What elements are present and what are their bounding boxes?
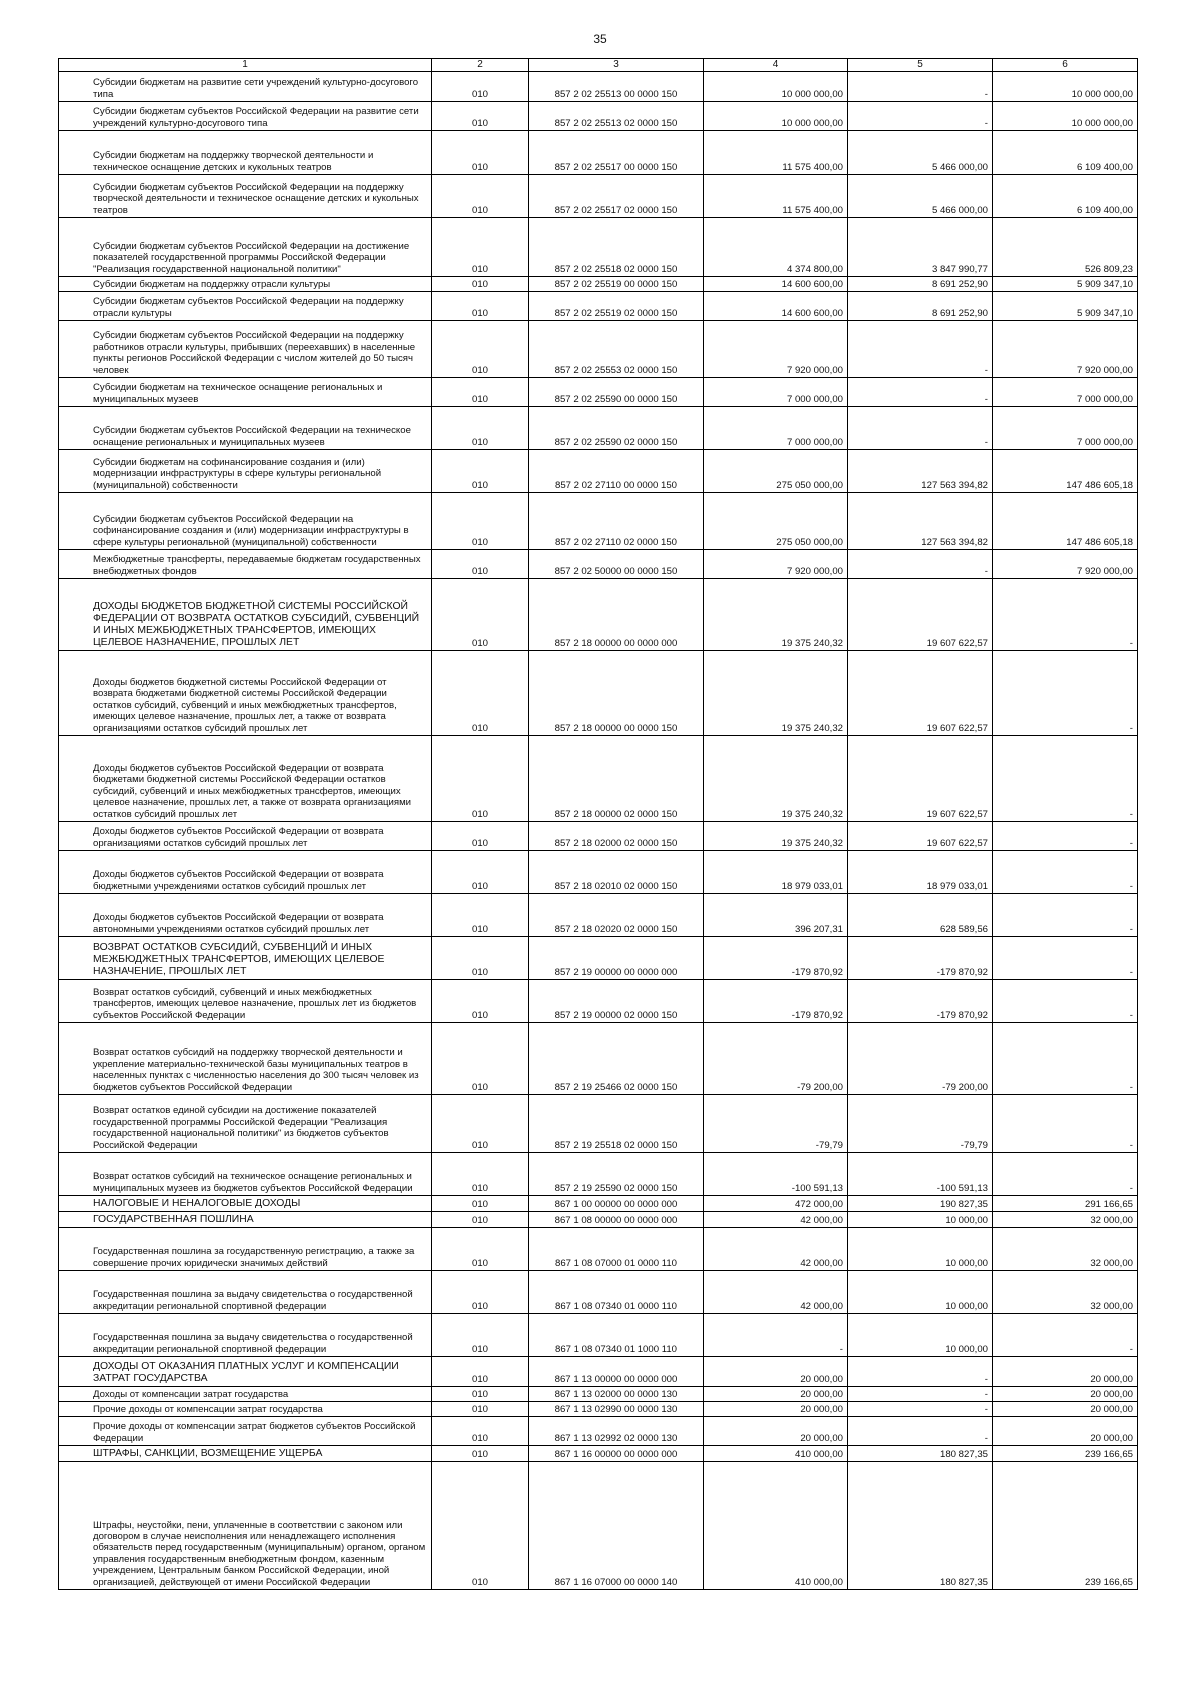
row-amount-col5-cell: 5 466 000,00 xyxy=(848,131,993,175)
row-code-cell: 010 xyxy=(432,1023,529,1095)
table-row xyxy=(59,131,1138,175)
row-amount-col4-cell: 42 000,00 xyxy=(704,1228,848,1271)
header-row xyxy=(59,59,1138,72)
row-name-cell: Прочие доходы от компенсации затрат бюджетов субъектов Российской Федерации xyxy=(59,1417,432,1446)
row-amount-col4-cell: 14 600 600,00 xyxy=(704,277,848,292)
row-amount-col5-cell: -79,79 xyxy=(848,1095,993,1153)
row-name-cell: Доходы бюджетов субъектов Российской Федерации от возврата автономными учреждениями остатков субсидий прошлых лет xyxy=(59,894,432,937)
row-amount-col5-cell: 10 000,00 xyxy=(848,1271,993,1314)
row-name-cell: Субсидии бюджетам на техническое оснащение региональных и муниципальных музеев xyxy=(59,378,432,407)
row-amount-col5-cell: -179 870,92 xyxy=(848,980,993,1023)
row-amount-col4-cell: -79 200,00 xyxy=(704,1023,848,1095)
table-row xyxy=(59,1212,1138,1228)
row-amount-col6-cell: 20 000,00 xyxy=(993,1417,1138,1446)
row-kbk-cell: 867 1 13 00000 00 0000 000 xyxy=(529,1357,704,1387)
row-name-cell: Штрафы, неустойки, пени, уплаченные в соответствии с законом или договором в случае неисполнения или ненадлежащего исполнения обязательств перед государственным (муниципальным) органом, органом управления государственным внебюджетным фондом, казенным учреждением, Центральным банком Российской Федерации, иной организацией, действующей от имени Российской Федерации xyxy=(59,1462,432,1590)
row-name-cell: Возврат остатков субсидий на поддержку творческой деятельности и укрепление материально-технической базы муниципальных театров в населенных пунктах с численностью населения до 300 тысяч человек из бюджетов субъектов Российской Федерации xyxy=(59,1023,432,1095)
table-row xyxy=(59,1023,1138,1095)
row-amount-col6-cell: 291 166,65 xyxy=(993,1196,1138,1212)
row-kbk-cell: 867 1 13 02990 00 0000 130 xyxy=(529,1402,704,1417)
row-amount-col6-cell: - xyxy=(993,579,1138,651)
row-amount-col6-cell: - xyxy=(993,894,1138,937)
row-code-cell: 010 xyxy=(432,131,529,175)
row-amount-col4-cell: 4 374 800,00 xyxy=(704,218,848,277)
row-code-cell: 010 xyxy=(432,292,529,321)
row-amount-col6-cell: 6 109 400,00 xyxy=(993,131,1138,175)
row-kbk-cell: 857 2 02 50000 00 0000 150 xyxy=(529,550,704,579)
row-kbk-cell: 857 2 19 25466 02 0000 150 xyxy=(529,1023,704,1095)
row-amount-col6-cell: - xyxy=(993,937,1138,980)
row-amount-col6-cell: 526 809,23 xyxy=(993,218,1138,277)
row-code-cell: 010 xyxy=(432,822,529,851)
row-code-cell: 010 xyxy=(432,1417,529,1446)
row-amount-col5-cell: 127 563 394,82 xyxy=(848,493,993,550)
row-amount-col6-cell: - xyxy=(993,736,1138,822)
row-amount-col6-cell: - xyxy=(993,1095,1138,1153)
row-name-cell: Субсидии бюджетам на софинансирование создания и (или) модернизации инфраструктуры в сфере культуры региональной (муниципальной) собственности xyxy=(59,450,432,493)
row-kbk-cell: 857 2 02 27110 02 0000 150 xyxy=(529,493,704,550)
row-amount-col5-cell: - xyxy=(848,550,993,579)
row-kbk-cell: 857 2 02 25519 02 0000 150 xyxy=(529,292,704,321)
row-amount-col4-cell: - xyxy=(704,1314,848,1357)
table-row xyxy=(59,493,1138,550)
row-kbk-cell: 857 2 19 00000 02 0000 150 xyxy=(529,980,704,1023)
row-amount-col5-cell: 10 000,00 xyxy=(848,1212,993,1228)
row-code-cell: 010 xyxy=(432,72,529,102)
row-code-cell: 010 xyxy=(432,1196,529,1212)
row-code-cell: 010 xyxy=(432,550,529,579)
row-amount-col5-cell: - xyxy=(848,378,993,407)
budget-table xyxy=(58,58,1138,1590)
row-kbk-cell: 867 1 13 02992 02 0000 130 xyxy=(529,1417,704,1446)
row-name-cell: Субсидии бюджетам субъектов Российской Федерации на поддержку отрасли культуры xyxy=(59,292,432,321)
row-amount-col4-cell: 7 000 000,00 xyxy=(704,378,848,407)
row-code-cell: 010 xyxy=(432,102,529,131)
row-amount-col5-cell: - xyxy=(848,1357,993,1387)
row-name-cell: Субсидии бюджетам субъектов Российской Федерации на развитие сети учреждений культурно-досугового типа xyxy=(59,102,432,131)
row-amount-col4-cell: 20 000,00 xyxy=(704,1387,848,1402)
row-amount-col5-cell: 19 607 622,57 xyxy=(848,822,993,851)
table-row xyxy=(59,218,1138,277)
row-amount-col6-cell: - xyxy=(993,1023,1138,1095)
row-amount-col5-cell: 3 847 990,77 xyxy=(848,218,993,277)
row-amount-col6-cell: 6 109 400,00 xyxy=(993,175,1138,218)
row-name-cell: Прочие доходы от компенсации затрат государства xyxy=(59,1402,432,1417)
row-code-cell: 010 xyxy=(432,1446,529,1462)
table-row xyxy=(59,1228,1138,1271)
row-amount-col4-cell: 11 575 400,00 xyxy=(704,175,848,218)
row-kbk-cell: 857 2 19 00000 00 0000 000 xyxy=(529,937,704,980)
column-header: 6 xyxy=(993,59,1138,72)
row-amount-col5-cell: - xyxy=(848,321,993,378)
row-name-cell: Субсидии бюджетам субъектов Российской Федерации на софинансирование создания и (или) модернизации инфраструктуры в сфере культуры региональной (муниципальной) собственности xyxy=(59,493,432,550)
row-code-cell: 010 xyxy=(432,407,529,450)
row-code-cell: 010 xyxy=(432,1153,529,1196)
row-amount-col5-cell: - xyxy=(848,1402,993,1417)
row-name-cell: ШТРАФЫ, САНКЦИИ, ВОЗМЕЩЕНИЕ УЩЕРБА xyxy=(59,1446,432,1462)
row-name-cell: Субсидии бюджетам на поддержку отрасли культуры xyxy=(59,277,432,292)
row-amount-col4-cell: 410 000,00 xyxy=(704,1462,848,1590)
row-name-cell: Доходы бюджетов субъектов Российской Федерации от возврата бюджетными учреждениями остатков субсидий прошлых лет xyxy=(59,851,432,894)
table-row xyxy=(59,321,1138,378)
row-amount-col6-cell: 20 000,00 xyxy=(993,1402,1138,1417)
row-name-cell: Доходы бюджетов субъектов Российской Федерации от возврата бюджетами бюджетной системы Российской Федерации остатков субсидий, субвенций и иных межбюджетных трансфертов, имеющих целевое назначение, прошлых лет, а также от возврата организациями остатков субсидий прошлых лет xyxy=(59,736,432,822)
row-amount-col5-cell: -79 200,00 xyxy=(848,1023,993,1095)
table-row xyxy=(59,72,1138,102)
table-row xyxy=(59,1314,1138,1357)
page-number: 35 xyxy=(593,32,607,46)
row-code-cell: 010 xyxy=(432,321,529,378)
row-kbk-cell: 857 2 18 02020 02 0000 150 xyxy=(529,894,704,937)
row-amount-col4-cell: 7 920 000,00 xyxy=(704,550,848,579)
row-code-cell: 010 xyxy=(432,1228,529,1271)
row-amount-col5-cell: 18 979 033,01 xyxy=(848,851,993,894)
row-code-cell: 010 xyxy=(432,450,529,493)
row-amount-col6-cell: - xyxy=(993,851,1138,894)
row-amount-col4-cell: 19 375 240,32 xyxy=(704,736,848,822)
row-amount-col6-cell: 147 486 605,18 xyxy=(993,493,1138,550)
row-amount-col5-cell: - xyxy=(848,407,993,450)
row-kbk-cell: 857 2 02 25519 00 0000 150 xyxy=(529,277,704,292)
row-name-cell: Возврат остатков единой субсидии на достижение показателей государственной программы Российской Федерации "Реализация государственной национальной политики" из бюджетов субъектов Российской Федерации xyxy=(59,1095,432,1153)
row-code-cell: 010 xyxy=(432,1095,529,1153)
row-kbk-cell: 857 2 02 27110 00 0000 150 xyxy=(529,450,704,493)
row-amount-col5-cell: 127 563 394,82 xyxy=(848,450,993,493)
row-amount-col5-cell: - xyxy=(848,1417,993,1446)
row-name-cell: Государственная пошлина за выдачу свидетельства о государственной аккредитации региональной спортивной федерации xyxy=(59,1271,432,1314)
row-kbk-cell: 857 2 02 25590 00 0000 150 xyxy=(529,378,704,407)
table-row xyxy=(59,450,1138,493)
row-amount-col5-cell: 10 000,00 xyxy=(848,1228,993,1271)
row-amount-col5-cell: 628 589,56 xyxy=(848,894,993,937)
row-amount-col4-cell: 14 600 600,00 xyxy=(704,292,848,321)
row-amount-col4-cell: -100 591,13 xyxy=(704,1153,848,1196)
row-amount-col4-cell: 20 000,00 xyxy=(704,1402,848,1417)
row-name-cell: Субсидии бюджетам на развитие сети учреждений культурно-досугового типа xyxy=(59,72,432,102)
table-row xyxy=(59,937,1138,980)
row-name-cell: ДОХОДЫ ОТ ОКАЗАНИЯ ПЛАТНЫХ УСЛУГ И КОМПЕНСАЦИИ ЗАТРАТ ГОСУДАРСТВА xyxy=(59,1357,432,1387)
row-name-cell: Субсидии бюджетам на поддержку творческой деятельности и техническое оснащение детских и кукольных театров xyxy=(59,131,432,175)
row-code-cell: 010 xyxy=(432,1462,529,1590)
row-amount-col4-cell: 19 375 240,32 xyxy=(704,651,848,736)
row-name-cell: ГОСУДАРСТВЕННАЯ ПОШЛИНА xyxy=(59,1212,432,1228)
row-name-cell: Доходы бюджетов субъектов Российской Федерации от возврата организациями остатков субсидий прошлых лет xyxy=(59,822,432,851)
row-amount-col4-cell: 42 000,00 xyxy=(704,1271,848,1314)
row-kbk-cell: 857 2 02 25513 00 0000 150 xyxy=(529,72,704,102)
row-kbk-cell: 867 1 00 00000 00 0000 000 xyxy=(529,1196,704,1212)
row-name-cell: Субсидии бюджетам субъектов Российской Федерации на поддержку работников отрасли культуры, прибывших (переехавших) в населенные пункты регионов Российской Федерации с числом жителей до 50 тысяч человек xyxy=(59,321,432,378)
row-code-cell: 010 xyxy=(432,1357,529,1387)
row-amount-col4-cell: 11 575 400,00 xyxy=(704,131,848,175)
row-code-cell: 010 xyxy=(432,1271,529,1314)
table-row xyxy=(59,550,1138,579)
row-kbk-cell: 857 2 02 25517 02 0000 150 xyxy=(529,175,704,218)
row-name-cell: Государственная пошлина за выдачу свидетельства о государственной аккредитации региональной спортивной федерации xyxy=(59,1314,432,1357)
row-amount-col6-cell: 7 000 000,00 xyxy=(993,407,1138,450)
row-amount-col4-cell: -179 870,92 xyxy=(704,937,848,980)
row-amount-col5-cell: -100 591,13 xyxy=(848,1153,993,1196)
table-row xyxy=(59,292,1138,321)
row-code-cell: 010 xyxy=(432,579,529,651)
row-kbk-cell: 867 1 16 00000 00 0000 000 xyxy=(529,1446,704,1462)
row-amount-col5-cell: - xyxy=(848,72,993,102)
row-kbk-cell: 867 1 08 07340 01 1000 110 xyxy=(529,1314,704,1357)
row-amount-col4-cell: 20 000,00 xyxy=(704,1417,848,1446)
row-code-cell: 010 xyxy=(432,894,529,937)
row-code-cell: 010 xyxy=(432,175,529,218)
row-code-cell: 010 xyxy=(432,851,529,894)
row-amount-col4-cell: 410 000,00 xyxy=(704,1446,848,1462)
column-header: 3 xyxy=(529,59,704,72)
row-amount-col6-cell: 7 920 000,00 xyxy=(993,550,1138,579)
row-kbk-cell: 857 2 18 02010 02 0000 150 xyxy=(529,851,704,894)
table-row xyxy=(59,1417,1138,1446)
table-row xyxy=(59,980,1138,1023)
row-amount-col5-cell: 8 691 252,90 xyxy=(848,292,993,321)
row-amount-col6-cell: 7 920 000,00 xyxy=(993,321,1138,378)
row-amount-col6-cell: 147 486 605,18 xyxy=(993,450,1138,493)
row-amount-col6-cell: 7 000 000,00 xyxy=(993,378,1138,407)
row-code-cell: 010 xyxy=(432,651,529,736)
row-code-cell: 010 xyxy=(432,378,529,407)
row-kbk-cell: 857 2 18 00000 00 0000 150 xyxy=(529,651,704,736)
column-header: 4 xyxy=(704,59,848,72)
row-code-cell: 010 xyxy=(432,980,529,1023)
table-row xyxy=(59,651,1138,736)
row-amount-col6-cell: 5 909 347,10 xyxy=(993,277,1138,292)
table-row xyxy=(59,1402,1138,1417)
row-amount-col4-cell: 20 000,00 xyxy=(704,1357,848,1387)
row-kbk-cell: 857 2 19 25518 02 0000 150 xyxy=(529,1095,704,1153)
row-name-cell: Возврат остатков субсидий, субвенций и иных межбюджетных трансфертов, имеющих целевое назначение, прошлых лет из бюджетов субъектов Российской Федерации xyxy=(59,980,432,1023)
table-row xyxy=(59,1387,1138,1402)
row-amount-col6-cell: - xyxy=(993,1314,1138,1357)
row-amount-col5-cell: 180 827,35 xyxy=(848,1462,993,1590)
row-amount-col4-cell: -179 870,92 xyxy=(704,980,848,1023)
row-name-cell: Возврат остатков субсидий на техническое оснащение региональных и муниципальных музеев из бюджетов субъектов Российской Федерации xyxy=(59,1153,432,1196)
row-kbk-cell: 857 2 02 25513 02 0000 150 xyxy=(529,102,704,131)
row-kbk-cell: 867 1 08 07340 01 0000 110 xyxy=(529,1271,704,1314)
row-amount-col4-cell: 42 000,00 xyxy=(704,1212,848,1228)
row-amount-col6-cell: 32 000,00 xyxy=(993,1228,1138,1271)
row-kbk-cell: 857 2 02 25518 02 0000 150 xyxy=(529,218,704,277)
row-amount-col6-cell: 20 000,00 xyxy=(993,1357,1138,1387)
row-amount-col5-cell: 8 691 252,90 xyxy=(848,277,993,292)
table-body xyxy=(59,72,1138,1590)
row-name-cell: Доходы от компенсации затрат государства xyxy=(59,1387,432,1402)
table-row xyxy=(59,1462,1138,1590)
row-kbk-cell: 857 2 02 25590 02 0000 150 xyxy=(529,407,704,450)
row-code-cell: 010 xyxy=(432,1402,529,1417)
row-amount-col6-cell: 5 909 347,10 xyxy=(993,292,1138,321)
row-name-cell: НАЛОГОВЫЕ И НЕНАЛОГОВЫЕ ДОХОДЫ xyxy=(59,1196,432,1212)
row-code-cell: 010 xyxy=(432,1387,529,1402)
row-amount-col4-cell: -79,79 xyxy=(704,1095,848,1153)
row-amount-col6-cell: 239 166,65 xyxy=(993,1446,1138,1462)
row-name-cell: Субсидии бюджетам субъектов Российской Федерации на техническое оснащение региональных и муниципальных музеев xyxy=(59,407,432,450)
row-name-cell: Субсидии бюджетам субъектов Российской Федерации на достижение показателей государственной программы Российской Федерации "Реализация государственной национальной политики" xyxy=(59,218,432,277)
row-code-cell: 010 xyxy=(432,1314,529,1357)
column-header: 5 xyxy=(848,59,993,72)
row-amount-col4-cell: 10 000 000,00 xyxy=(704,72,848,102)
row-kbk-cell: 857 2 18 00000 02 0000 150 xyxy=(529,736,704,822)
row-name-cell: Доходы бюджетов бюджетной системы Российской Федерации от возврата бюджетами бюджетной системы Российской Федерации остатков субсидий, субвенций и иных межбюджетных трансфертов, имеющих целевое назначение, прошлых лет, а также от возврата организациями остатков субсидий прошлых лет xyxy=(59,651,432,736)
row-amount-col4-cell: 18 979 033,01 xyxy=(704,851,848,894)
table-row xyxy=(59,407,1138,450)
row-amount-col5-cell: - xyxy=(848,102,993,131)
row-kbk-cell: 867 1 08 07000 01 0000 110 xyxy=(529,1228,704,1271)
row-amount-col4-cell: 19 375 240,32 xyxy=(704,579,848,651)
table-row xyxy=(59,822,1138,851)
table-row xyxy=(59,1357,1138,1387)
row-kbk-cell: 857 2 18 02000 02 0000 150 xyxy=(529,822,704,851)
row-amount-col6-cell: 10 000 000,00 xyxy=(993,72,1138,102)
row-kbk-cell: 857 2 02 25517 00 0000 150 xyxy=(529,131,704,175)
row-amount-col5-cell: 180 827,35 xyxy=(848,1446,993,1462)
table-row xyxy=(59,378,1138,407)
row-amount-col4-cell: 7 920 000,00 xyxy=(704,321,848,378)
row-kbk-cell: 867 1 16 07000 00 0000 140 xyxy=(529,1462,704,1590)
row-amount-col5-cell: -179 870,92 xyxy=(848,937,993,980)
row-kbk-cell: 857 2 02 25553 02 0000 150 xyxy=(529,321,704,378)
row-amount-col5-cell: 5 466 000,00 xyxy=(848,175,993,218)
row-amount-col4-cell: 7 000 000,00 xyxy=(704,407,848,450)
row-name-cell: ВОЗВРАТ ОСТАТКОВ СУБСИДИЙ, СУБВЕНЦИЙ И ИНЫХ МЕЖБЮДЖЕТНЫХ ТРАНСФЕРТОВ, ИМЕЮЩИХ ЦЕЛЕВОЕ НАЗНАЧЕНИЕ, ПРОШЛЫХ ЛЕТ xyxy=(59,937,432,980)
row-amount-col5-cell: 19 607 622,57 xyxy=(848,736,993,822)
row-amount-col4-cell: 19 375 240,32 xyxy=(704,822,848,851)
row-amount-col4-cell: 472 000,00 xyxy=(704,1196,848,1212)
row-amount-col6-cell: 32 000,00 xyxy=(993,1212,1138,1228)
row-kbk-cell: 857 2 19 25590 02 0000 150 xyxy=(529,1153,704,1196)
row-code-cell: 010 xyxy=(432,1212,529,1228)
table-row xyxy=(59,736,1138,822)
row-kbk-cell: 857 2 18 00000 00 0000 000 xyxy=(529,579,704,651)
row-amount-col5-cell: 190 827,35 xyxy=(848,1196,993,1212)
table-row xyxy=(59,1446,1138,1462)
column-header: 2 xyxy=(432,59,529,72)
table-row xyxy=(59,894,1138,937)
row-amount-col6-cell: 239 166,65 xyxy=(993,1462,1138,1590)
table-row xyxy=(59,277,1138,292)
row-name-cell: Государственная пошлина за государственную регистрацию, а также за совершение прочих юридически значимых действий xyxy=(59,1228,432,1271)
column-header: 1 xyxy=(59,59,432,72)
row-name-cell: Межбюджетные трансферты, передаваемые бюджетам государственных внебюджетных фондов xyxy=(59,550,432,579)
table-row xyxy=(59,1095,1138,1153)
table-row xyxy=(59,102,1138,131)
row-code-cell: 010 xyxy=(432,218,529,277)
row-amount-col6-cell: - xyxy=(993,980,1138,1023)
table-row xyxy=(59,851,1138,894)
row-kbk-cell: 867 1 08 00000 00 0000 000 xyxy=(529,1212,704,1228)
table-row xyxy=(59,1196,1138,1212)
table-row xyxy=(59,1153,1138,1196)
table-row xyxy=(59,579,1138,651)
row-code-cell: 010 xyxy=(432,736,529,822)
row-amount-col6-cell: 10 000 000,00 xyxy=(993,102,1138,131)
table-row xyxy=(59,175,1138,218)
row-amount-col6-cell: - xyxy=(993,651,1138,736)
row-amount-col5-cell: - xyxy=(848,1387,993,1402)
row-amount-col5-cell: 19 607 622,57 xyxy=(848,579,993,651)
row-amount-col4-cell: 396 207,31 xyxy=(704,894,848,937)
row-code-cell: 010 xyxy=(432,937,529,980)
row-amount-col6-cell: - xyxy=(993,822,1138,851)
row-amount-col4-cell: 275 050 000,00 xyxy=(704,493,848,550)
table-row xyxy=(59,1271,1138,1314)
row-amount-col5-cell: 19 607 622,57 xyxy=(848,651,993,736)
row-amount-col4-cell: 275 050 000,00 xyxy=(704,450,848,493)
row-amount-col6-cell: - xyxy=(993,1153,1138,1196)
row-kbk-cell: 867 1 13 02000 00 0000 130 xyxy=(529,1387,704,1402)
row-code-cell: 010 xyxy=(432,277,529,292)
row-amount-col4-cell: 10 000 000,00 xyxy=(704,102,848,131)
row-amount-col6-cell: 20 000,00 xyxy=(993,1387,1138,1402)
row-name-cell: Субсидии бюджетам субъектов Российской Федерации на поддержку творческой деятельности и техническое оснащение детских и кукольных театров xyxy=(59,175,432,218)
row-name-cell: ДОХОДЫ БЮДЖЕТОВ БЮДЖЕТНОЙ СИСТЕМЫ РОССИЙСКОЙ ФЕДЕРАЦИИ ОТ ВОЗВРАТА ОСТАТКОВ СУБСИДИЙ, СУБВЕНЦИЙ И ИНЫХ МЕЖБЮДЖЕТНЫХ ТРАНСФЕРТОВ, ИМЕЮЩИХ ЦЕЛЕВОЕ НАЗНАЧЕНИЕ, ПРОШЛЫХ ЛЕТ xyxy=(59,579,432,651)
row-amount-col6-cell: 32 000,00 xyxy=(993,1271,1138,1314)
row-amount-col5-cell: 10 000,00 xyxy=(848,1314,993,1357)
row-code-cell: 010 xyxy=(432,493,529,550)
